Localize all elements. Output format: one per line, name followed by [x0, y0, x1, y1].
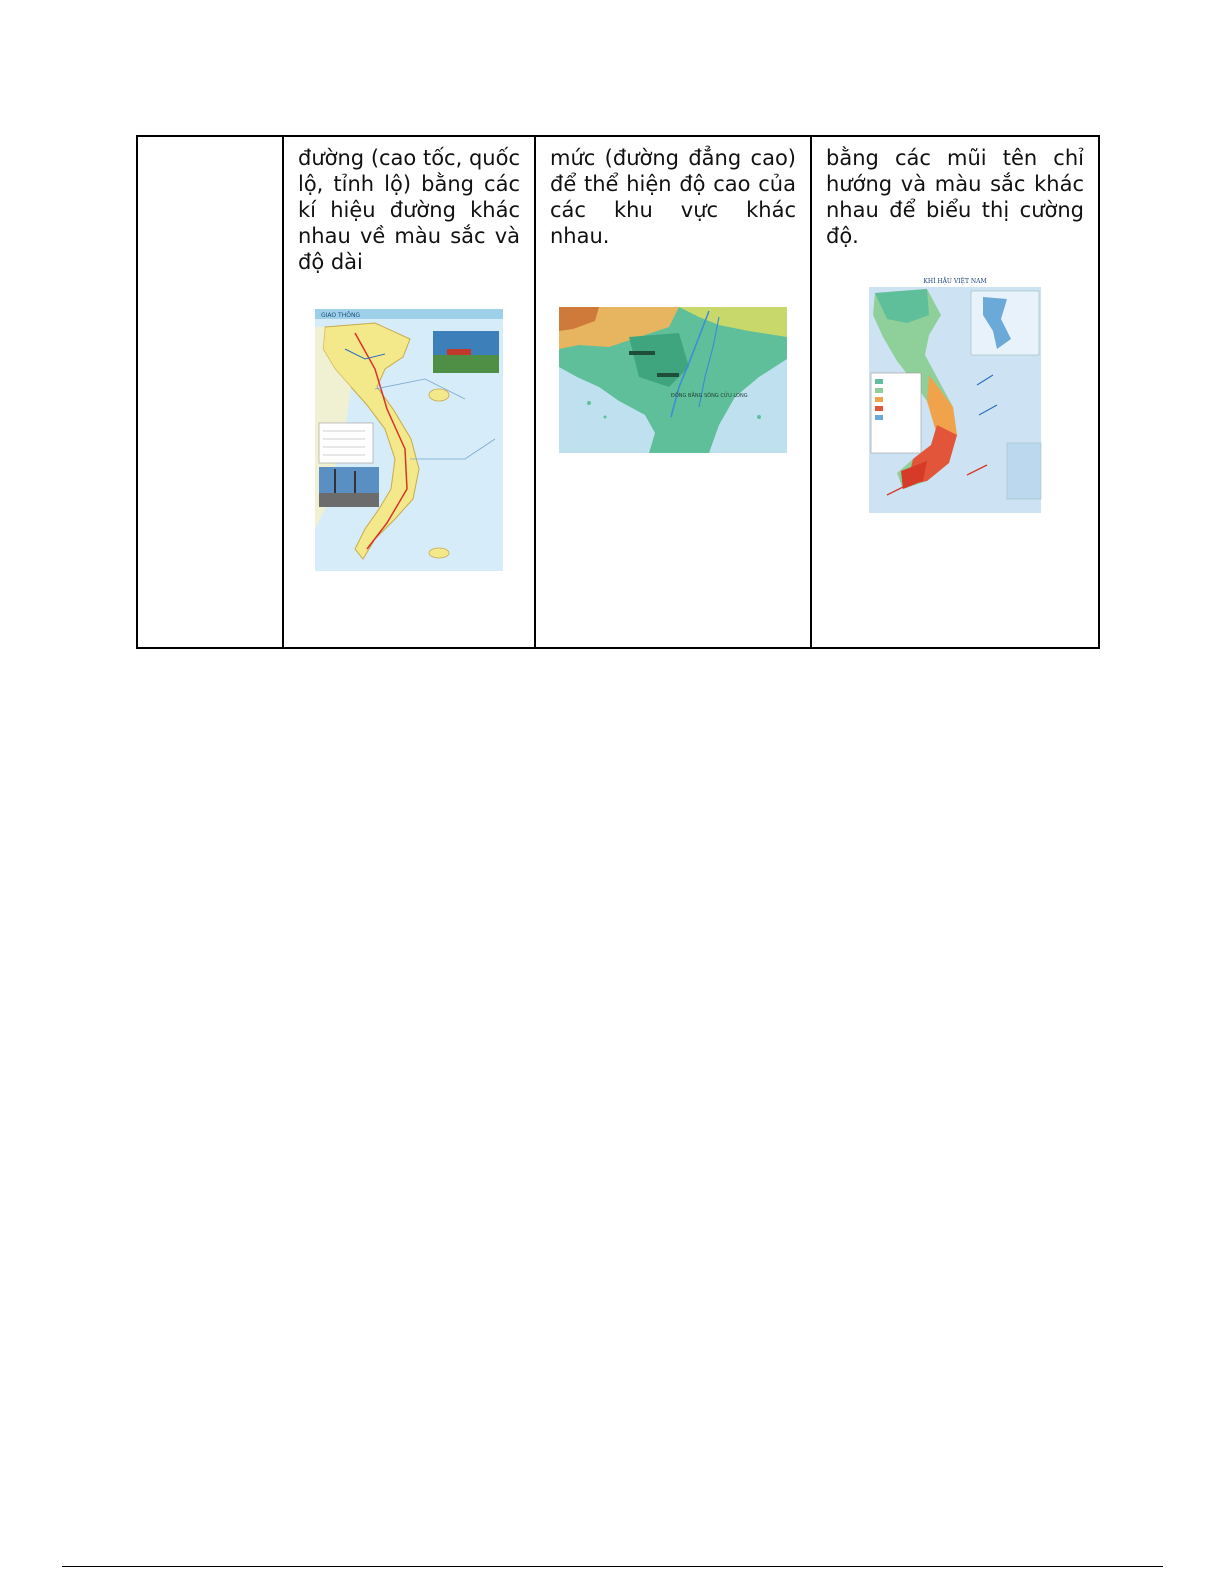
table-cell-4 — [811, 136, 1099, 648]
footer-rule — [62, 1566, 1163, 1567]
table-cell-3 — [535, 136, 811, 648]
transport-map-image — [315, 309, 503, 571]
transport-map-title: GIAO THÔNG — [321, 312, 361, 319]
cell-3-text: mức (đường đẳng cao) để thể hiện độ cao của các khu vực khác nhau. — [550, 146, 796, 248]
climate-map-title: KHÍ HẬU VIỆT NAM — [923, 278, 987, 285]
table-cell-1 — [137, 136, 283, 648]
content-table — [136, 135, 1100, 649]
elevation-map-label: ĐỒNG BẰNG SÔNG CỬU LONG — [671, 393, 748, 399]
cell-2-text: đường (cao tốc, quốc lộ, tỉnh lộ) bằng các kí hiệu đường khác nhau về màu sắc và độ dài — [298, 146, 520, 274]
climate-map-image — [867, 275, 1043, 523]
elevation-map-image — [559, 307, 787, 453]
cell-4-text: bằng các mũi tên chỉ hướng và màu sắc khác nhau để biểu thị cường độ. — [826, 146, 1084, 248]
table-row — [137, 136, 1099, 648]
table-cell-2 — [283, 136, 535, 648]
